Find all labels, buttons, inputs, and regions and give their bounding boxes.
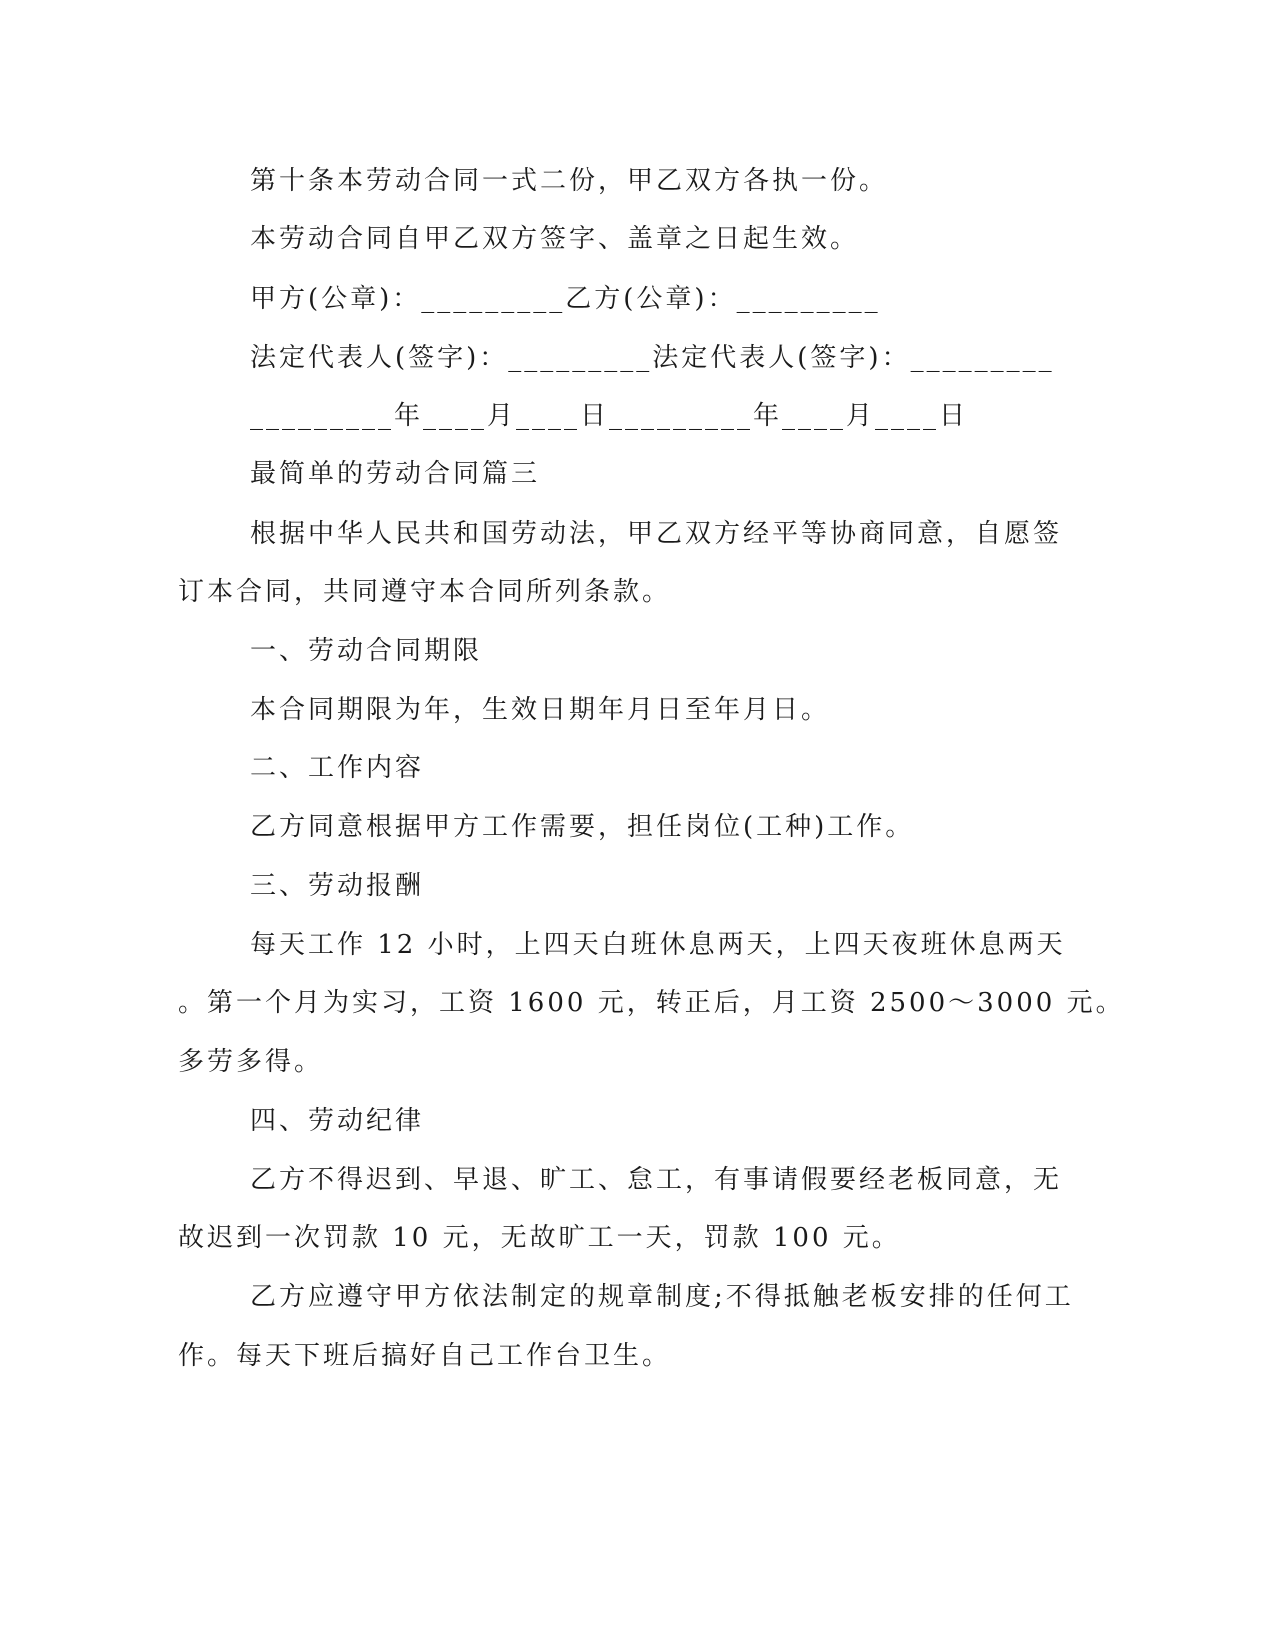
- text-line: 多劳多得。: [178, 1047, 324, 1077]
- text-line: 故迟到一次罚款 10 元，无故旷工一天，罚款 100 元。: [178, 1223, 901, 1253]
- text-line: 乙方同意根据甲方工作需要，担任岗位(工种)工作。: [250, 812, 915, 842]
- text-line: 根据中华人民共和国劳动法，甲乙双方经平等协商同意，自愿签: [250, 519, 1063, 549]
- section-heading: 三、劳动报酬: [250, 871, 425, 901]
- text-line: 本合同期限为年，生效日期年月日至年月日。: [250, 695, 831, 725]
- text-line: 作。每天下班后搞好自己工作台卫生。: [178, 1341, 672, 1371]
- text-line: 本劳动合同自甲乙双方签字、盖章之日起生效。: [250, 224, 860, 254]
- text-line: 乙方不得迟到、早退、旷工、怠工，有事请假要经老板同意，无: [250, 1165, 1063, 1195]
- text-line: 订本合同，共同遵守本合同所列条款。: [178, 577, 672, 607]
- text-line: 乙方应遵守甲方依法制定的规章制度;不得抵触老板安排的任何工: [250, 1282, 1074, 1312]
- signature-line-date: _________年____月____日_________年____月____日: [250, 401, 969, 431]
- text-line: 。第一个月为实习，工资 1600 元，转正后，月工资 2500～3000 元。: [178, 988, 1125, 1018]
- section-heading: 四、劳动纪律: [250, 1106, 425, 1136]
- signature-line-representative: 法定代表人(签字)：_________法定代表人(签字)：_________: [250, 343, 1055, 373]
- text-line: 每天工作 12 小时，上四天白班休息两天，上四天夜班休息两天: [250, 930, 1066, 960]
- section-heading: 二、工作内容: [250, 753, 425, 783]
- section-title: 最简单的劳动合同篇三: [250, 459, 541, 489]
- signature-line-seal: 甲方(公章)：_________乙方(公章)：_________: [250, 284, 881, 314]
- section-heading: 一、劳动合同期限: [250, 636, 483, 666]
- text-line: 第十条本劳动合同一式二份，甲乙双方各执一份。: [250, 166, 889, 196]
